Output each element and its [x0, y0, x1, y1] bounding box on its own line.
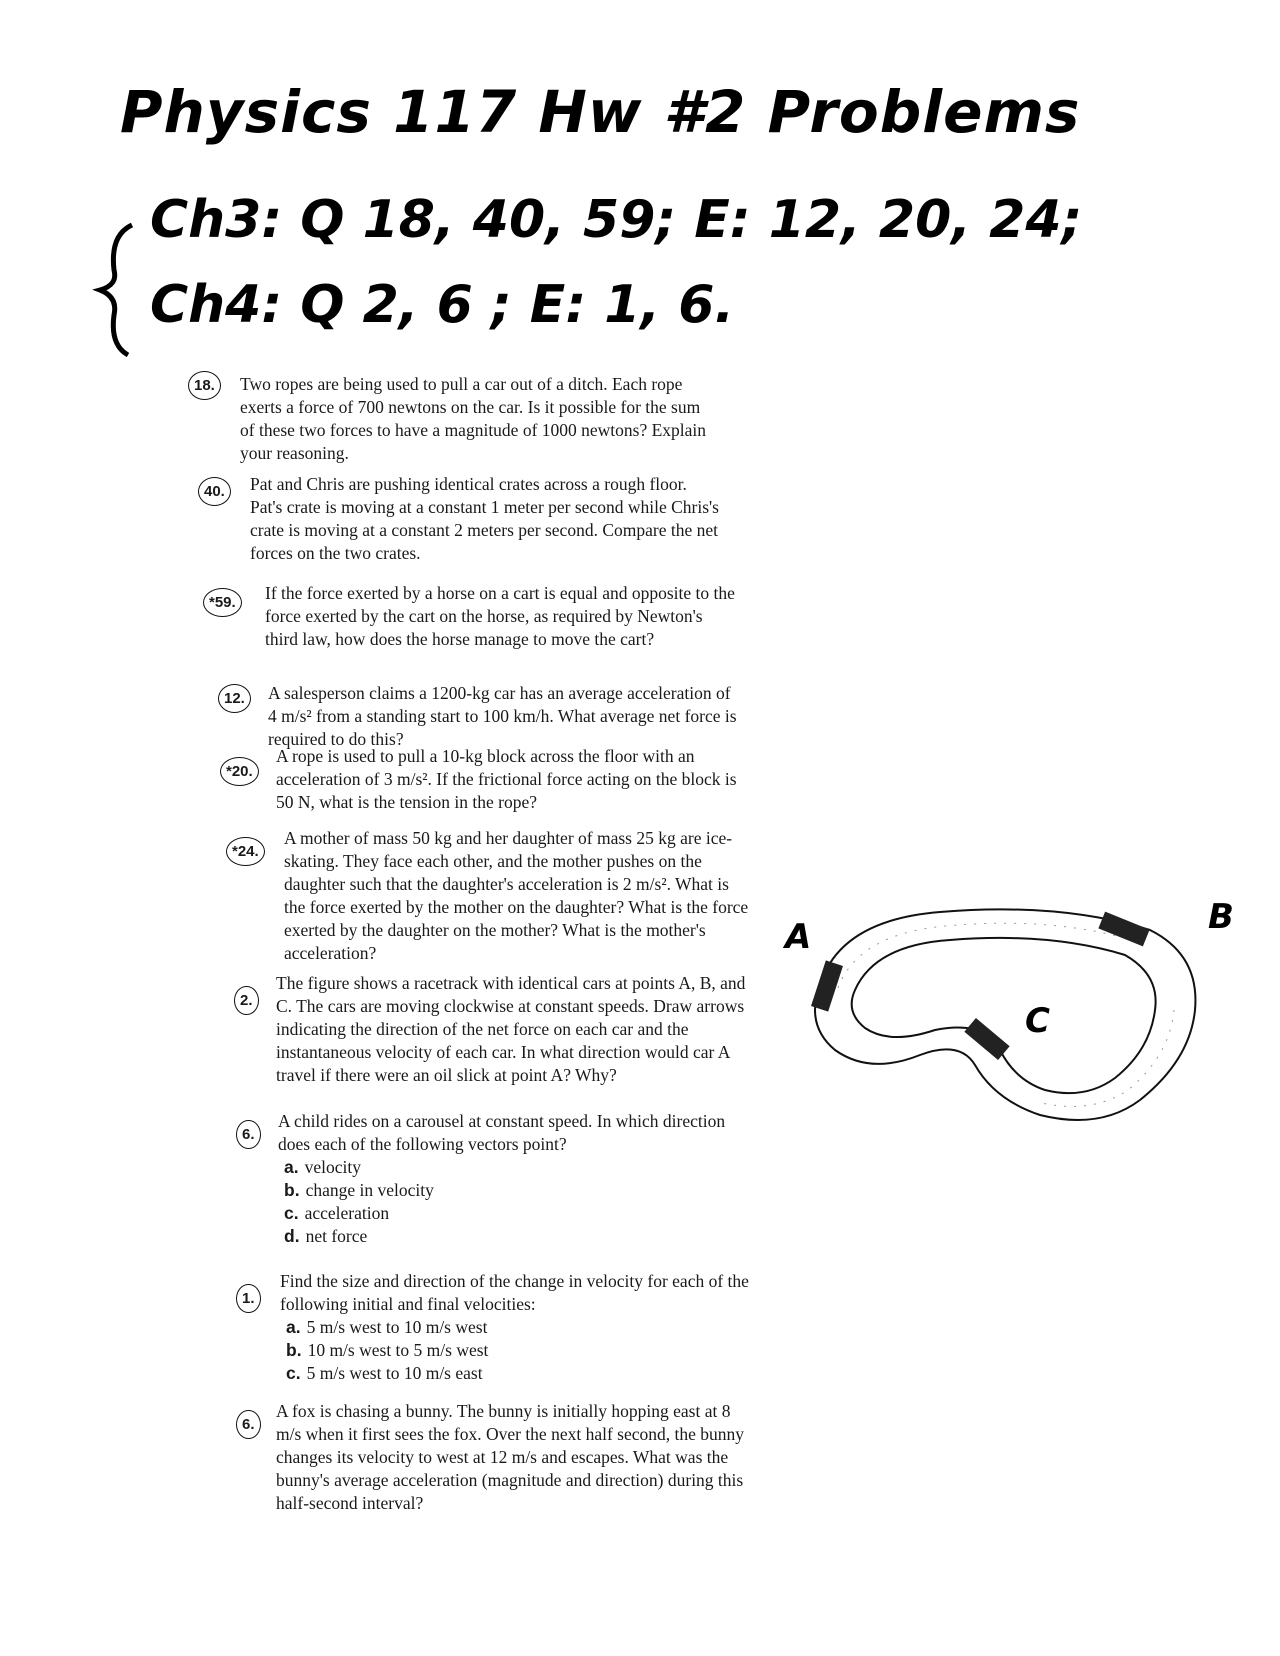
- point-a-label: A: [785, 917, 812, 957]
- problem-text: A salesperson claims a 1200-kg car has an average acceleration of 4 m/s² from a standing start to 100 km/h. What average net force is required to do this?: [268, 683, 737, 749]
- list-item: d. net force: [284, 1226, 368, 1246]
- problem-ch4-q2: [240, 972, 746, 1087]
- problem-text: Pat and Chris are pushing identical crates across a rough floor. Pat's crate is moving at a constant 1 meter per second while Chris's crate is moving at a constant 2 meters per second. Compare the net forces on the two crates.: [250, 474, 719, 563]
- problem-number: 1.: [236, 1284, 261, 1313]
- problem-text: Two ropes are being used to pull a car out of a ditch. Each rope exerts a force of 700 newtons on the car. Is it possible for the sum of these two forces to have a magnitude of 1000 newtons? Explain your reasoning.: [240, 374, 707, 463]
- problem-ch3-q40: [204, 473, 720, 565]
- point-c-label: C: [1025, 1001, 1050, 1041]
- problem-number: 12.: [218, 684, 251, 713]
- list-item: b. change in velocity: [284, 1180, 434, 1200]
- list-item: a. 5 m/s west to 10 m/s west: [286, 1317, 488, 1337]
- problem-text: A rope is used to pull a 10-kg block across the floor with an acceleration of 3 m/s². If the frictional force acting on the block is 50 N, what is the tension in the rope?: [276, 746, 737, 812]
- problem-text: If the force exerted by a horse on a cart is equal and opposite to the force exerted by the cart on the horse, as required by Newton's third law, how does the horse manage to move the cart?: [265, 583, 735, 649]
- problem-ch4-e6: [242, 1400, 746, 1515]
- problem-number: 18.: [188, 371, 221, 400]
- problem-ch3-e24: [232, 827, 754, 965]
- list-item: b. 10 m/s west to 5 m/s west: [286, 1340, 489, 1360]
- chapter4-assignment: Ch4: Q 2, 6 ; E: 1, 6.: [150, 275, 735, 335]
- problem-number: *59.: [203, 588, 242, 617]
- problem-ch3-q59: [209, 582, 735, 651]
- list-item: a. velocity: [284, 1157, 361, 1177]
- problem-text: A child rides on a carousel at constant speed. In which direction does each of the following vectors point?: [278, 1111, 726, 1154]
- problem-number: 6.: [236, 1120, 261, 1149]
- sub-item-list: [280, 1316, 750, 1385]
- problem-ch4-q6: [242, 1110, 748, 1248]
- problem-text: A mother of mass 50 kg and her daughter of mass 25 kg are ice-skating. They face each other, and the mother pushes on the daughter such that the daughter's acceleration is 2 m/s². What is the force exerted by the mother on the daughter? What is the force exerted by the daughter on the mother? What is the mother's acceleration?: [284, 828, 749, 963]
- problem-number: 6.: [236, 1410, 261, 1439]
- brace-icon: [92, 225, 142, 355]
- sub-item-list: [278, 1156, 748, 1248]
- point-b-label: B: [1208, 897, 1234, 937]
- problem-text: A fox is chasing a bunny. The bunny is initially hopping east at 8 m/s when it first sees the fox. Over the next half second, the bunny changes its velocity to west at 12 m/s and escapes. What was the bunny's average acceleration (magnitude and direction) during this half-second interval?: [276, 1401, 745, 1513]
- problem-text: Find the size and direction of the change in velocity for each of the following initial and final velocities:: [280, 1271, 749, 1314]
- problem-number: 2.: [234, 986, 259, 1015]
- problem-ch3-e12: [224, 682, 738, 751]
- chapter3-assignment: Ch3: Q 18, 40, 59; E: 12, 20, 24;: [150, 190, 1083, 250]
- problem-ch4-e1: [242, 1270, 750, 1385]
- problem-ch3-q18: [194, 373, 710, 465]
- problem-ch3-e20: [226, 745, 746, 814]
- problem-number: *20.: [220, 757, 259, 786]
- list-item: c. acceleration: [284, 1203, 390, 1223]
- problem-number: 40.: [198, 477, 231, 506]
- problem-number: *24.: [226, 837, 265, 866]
- racetrack-figure: [785, 897, 1240, 1140]
- list-item: c. 5 m/s west to 10 m/s east: [286, 1363, 483, 1383]
- problem-text: The figure shows a racetrack with identical cars at points A, B, and C. The cars are moving clockwise at constant speeds. Draw arrows indicating the direction of the net force on each car and the instantaneous velocity of each car. In what direction would car A travel if there were an oil slick at point A? Why?: [276, 973, 746, 1085]
- page-title: Physics 117 Hw #2 Problems: [120, 78, 1081, 146]
